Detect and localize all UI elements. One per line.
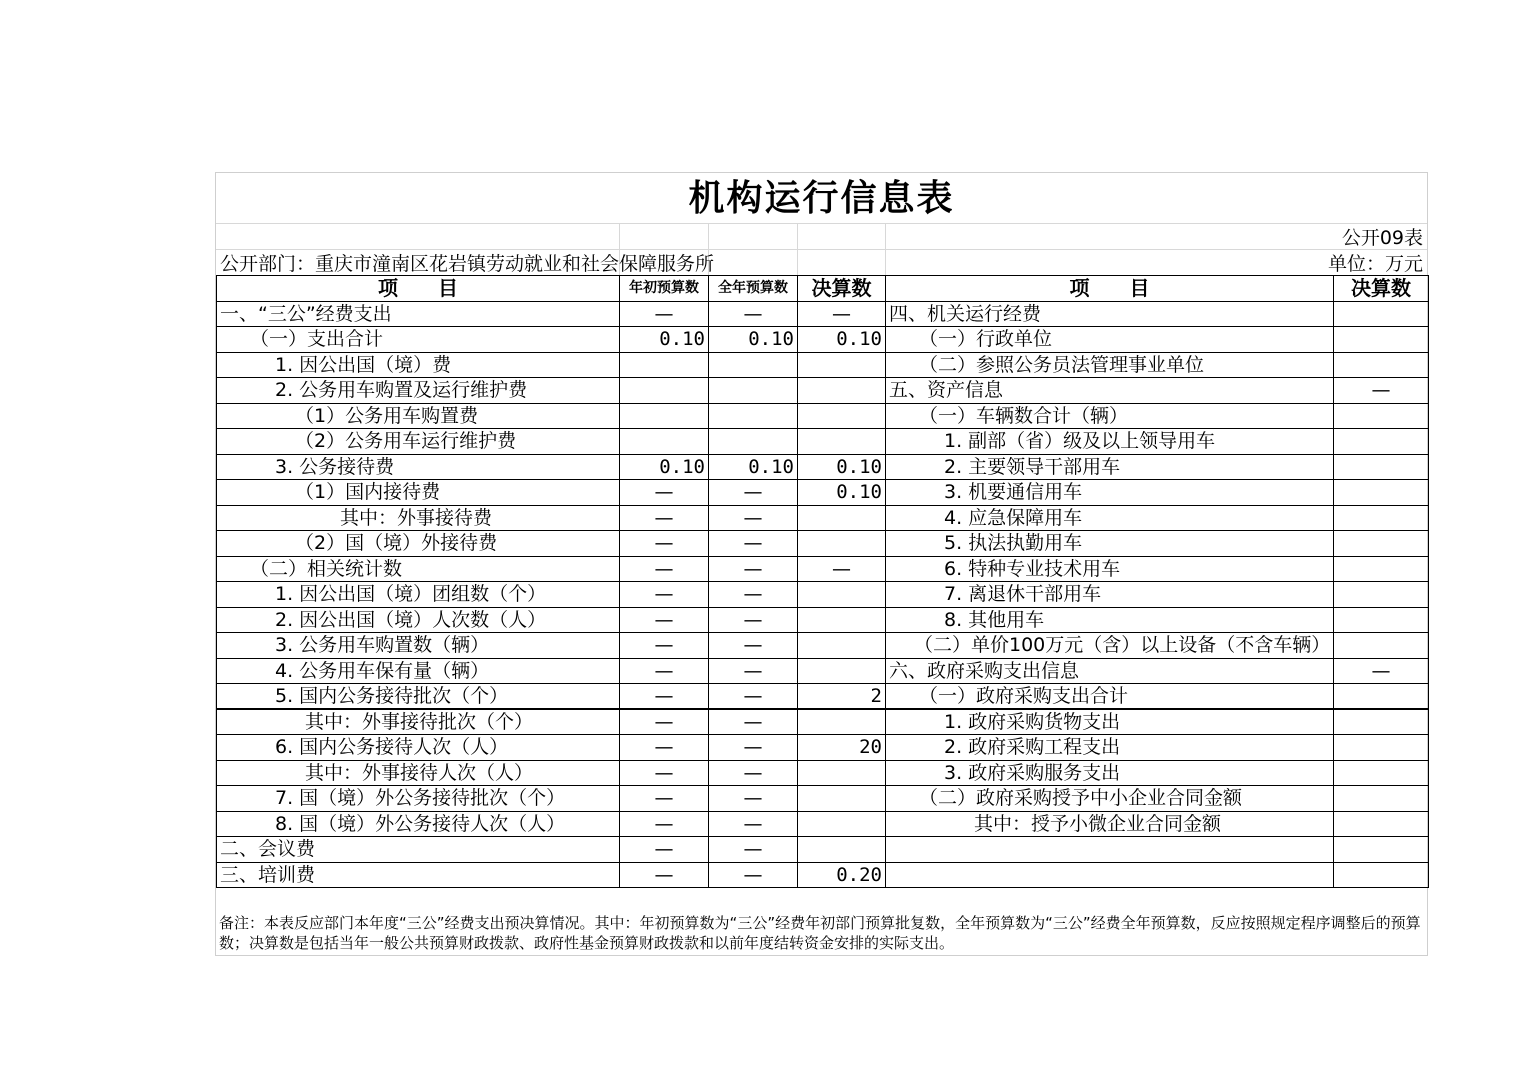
row-item-left: （2）国（境）外接待费 xyxy=(217,531,620,557)
row-item-left: 其中：外事接待人次（人） xyxy=(217,760,620,786)
table-row xyxy=(217,786,1429,812)
row-final-right xyxy=(1334,735,1429,761)
table-row xyxy=(217,505,1429,531)
row-item-left: 6. 国内公务接待人次（人） xyxy=(217,735,620,761)
row-item-right: 1. 政府采购货物支出 xyxy=(886,709,1334,735)
row-item-left: （1）国内接待费 xyxy=(217,480,620,506)
row-final: — xyxy=(798,556,886,582)
row-item-left: （二）相关统计数 xyxy=(217,556,620,582)
row-item-right: 4. 应急保障用车 xyxy=(886,505,1334,531)
row-final xyxy=(798,811,886,837)
row-item-left: 3. 公务用车购置数（辆） xyxy=(217,633,620,659)
row-full-budget: — xyxy=(709,760,798,786)
row-item-left: （1）公务用车购置费 xyxy=(217,403,620,429)
row-full-budget: — xyxy=(709,735,798,761)
row-full-budget: — xyxy=(709,607,798,633)
row-initial-budget: — xyxy=(620,786,709,812)
row-final xyxy=(798,658,886,684)
row-final-right xyxy=(1334,480,1429,506)
row-full-budget xyxy=(709,378,798,404)
row-item-right: （二）单价100万元（含）以上设备（不含车辆） xyxy=(886,633,1334,659)
row-full-budget: 0.10 xyxy=(709,454,798,480)
table-row xyxy=(217,403,1429,429)
table-row xyxy=(217,480,1429,506)
row-final-right xyxy=(1334,352,1429,378)
row-initial-budget: — xyxy=(620,709,709,735)
row-item-left: 一、“三公”经费支出 xyxy=(217,301,620,327)
row-initial-budget: 0.10 xyxy=(620,327,709,353)
row-final xyxy=(798,760,886,786)
row-full-budget: — xyxy=(709,582,798,608)
row-full-budget: — xyxy=(709,658,798,684)
row-initial-budget: — xyxy=(620,556,709,582)
table-row xyxy=(217,378,1429,404)
row-final-right xyxy=(1334,403,1429,429)
row-final-right xyxy=(1334,760,1429,786)
department-label: 公开部门：重庆市潼南区花岩镇劳动就业和社会保障服务所 xyxy=(220,253,715,275)
unit-label: 单位：万元 xyxy=(1327,253,1423,275)
row-item-right: 3. 机要通信用车 xyxy=(886,480,1334,506)
row-item-left: 其中：外事接待费 xyxy=(217,505,620,531)
row-final xyxy=(798,786,886,812)
row-final-right xyxy=(1334,633,1429,659)
row-item-left: 2. 公务用车购置及运行维护费 xyxy=(217,378,620,404)
row-final-right: — xyxy=(1334,378,1429,404)
row-final: 0.10 xyxy=(798,480,886,506)
row-item-left: 1. 因公出国（境）费 xyxy=(217,352,620,378)
row-final-right xyxy=(1334,327,1429,353)
row-final: 0.20 xyxy=(798,862,886,888)
row-final-right xyxy=(1334,786,1429,812)
row-item-right: 六、政府采购支出信息 xyxy=(886,658,1334,684)
row-full-budget: — xyxy=(709,786,798,812)
row-initial-budget xyxy=(620,378,709,404)
row-item-right: 四、机关运行经费 xyxy=(886,301,1334,327)
row-initial-budget: — xyxy=(620,735,709,761)
header-final: 决算数 xyxy=(798,276,886,302)
row-item-left: 三、培训费 xyxy=(217,862,620,888)
row-full-budget: — xyxy=(709,505,798,531)
row-final xyxy=(798,352,886,378)
row-full-budget: 0.10 xyxy=(709,327,798,353)
row-full-budget: — xyxy=(709,531,798,557)
table-row xyxy=(217,633,1429,659)
row-final xyxy=(798,582,886,608)
row-final-right xyxy=(1334,556,1429,582)
row-item-left: 3. 公务接待费 xyxy=(217,454,620,480)
row-item-left: （2）公务用车运行维护费 xyxy=(217,429,620,455)
table-row xyxy=(217,684,1429,710)
row-item-right: （一）政府采购支出合计 xyxy=(886,684,1334,710)
row-item-right: （一）车辆数合计（辆） xyxy=(886,403,1334,429)
row-final: 20 xyxy=(798,735,886,761)
divider xyxy=(216,223,1427,224)
row-full-budget: — xyxy=(709,301,798,327)
row-initial-budget: — xyxy=(620,505,709,531)
header-final-right: 决算数 xyxy=(1334,276,1429,302)
row-initial-budget: 0.10 xyxy=(620,454,709,480)
table-row xyxy=(217,531,1429,557)
table-row xyxy=(217,658,1429,684)
row-final xyxy=(798,505,886,531)
row-item-right: 五、资产信息 xyxy=(886,378,1334,404)
row-final-right xyxy=(1334,505,1429,531)
row-final-right: — xyxy=(1334,658,1429,684)
row-final-right xyxy=(1334,429,1429,455)
report-sheet xyxy=(215,172,1428,956)
row-item-right: 1. 副部（省）级及以上领导用车 xyxy=(886,429,1334,455)
row-initial-budget: — xyxy=(620,531,709,557)
row-final xyxy=(798,837,886,863)
table-row xyxy=(217,607,1429,633)
row-initial-budget xyxy=(620,403,709,429)
row-final: 0.10 xyxy=(798,454,886,480)
row-final-right xyxy=(1334,454,1429,480)
table-header-row xyxy=(217,276,1429,302)
row-full-budget xyxy=(709,403,798,429)
row-initial-budget: — xyxy=(620,811,709,837)
row-item-right: 6. 特种专业技术用车 xyxy=(886,556,1334,582)
row-final: — xyxy=(798,301,886,327)
row-final xyxy=(798,531,886,557)
table-row xyxy=(217,454,1429,480)
form-code: 公开09表 xyxy=(1341,227,1423,249)
row-item-right: （一）行政单位 xyxy=(886,327,1334,353)
row-item-right: 8. 其他用车 xyxy=(886,607,1334,633)
table-row xyxy=(217,556,1429,582)
header-full-budget: 全年预算数 xyxy=(709,276,798,302)
row-final-right xyxy=(1334,582,1429,608)
row-initial-budget: — xyxy=(620,607,709,633)
table-row xyxy=(217,429,1429,455)
row-item-left: （一）支出合计 xyxy=(217,327,620,353)
row-item-left: 7. 国（境）外公务接待批次（个） xyxy=(217,786,620,812)
row-item-right: 5. 执法执勤用车 xyxy=(886,531,1334,557)
row-full-budget: — xyxy=(709,480,798,506)
row-full-budget: — xyxy=(709,811,798,837)
row-initial-budget: — xyxy=(620,582,709,608)
header-item-right: 项 目 xyxy=(886,276,1334,302)
row-item-left: 8. 国（境）外公务接待人次（人） xyxy=(217,811,620,837)
row-full-budget: — xyxy=(709,684,798,710)
row-item-left: 其中：外事接待批次（个） xyxy=(217,709,620,735)
table-row xyxy=(217,735,1429,761)
table-row xyxy=(217,709,1429,735)
row-final xyxy=(798,607,886,633)
row-final-right xyxy=(1334,684,1429,710)
row-final-right xyxy=(1334,862,1429,888)
table-row xyxy=(217,760,1429,786)
table-row xyxy=(217,837,1429,863)
row-initial-budget: — xyxy=(620,837,709,863)
table-row xyxy=(217,327,1429,353)
row-full-budget: — xyxy=(709,709,798,735)
header-item: 项 目 xyxy=(217,276,620,302)
row-item-right: （二）政府采购授予中小企业合同金额 xyxy=(886,786,1334,812)
row-initial-budget: — xyxy=(620,684,709,710)
row-initial-budget: — xyxy=(620,633,709,659)
row-initial-budget: — xyxy=(620,862,709,888)
row-item-right: 其中：授予小微企业合同金额 xyxy=(886,811,1334,837)
divider xyxy=(797,223,798,275)
row-item-right xyxy=(886,837,1334,863)
table-row xyxy=(217,352,1429,378)
row-initial-budget: — xyxy=(620,480,709,506)
row-full-budget xyxy=(709,429,798,455)
row-item-left: 2. 因公出国（境）人次数（人） xyxy=(217,607,620,633)
budget-table xyxy=(216,275,1429,888)
row-item-left: 1. 因公出国（境）团组数（个） xyxy=(217,582,620,608)
table-row xyxy=(217,862,1429,888)
row-full-budget: — xyxy=(709,837,798,863)
row-final xyxy=(798,403,886,429)
row-initial-budget: — xyxy=(620,658,709,684)
row-item-right: 2. 主要领导干部用车 xyxy=(886,454,1334,480)
row-item-right xyxy=(886,862,1334,888)
row-item-right: （二）参照公务员法管理事业单位 xyxy=(886,352,1334,378)
header-initial-budget: 年初预算数 xyxy=(620,276,709,302)
table-row xyxy=(217,301,1429,327)
row-initial-budget: — xyxy=(620,301,709,327)
row-final-right xyxy=(1334,709,1429,735)
table-row xyxy=(217,582,1429,608)
row-final xyxy=(798,709,886,735)
row-final-right xyxy=(1334,837,1429,863)
row-final-right xyxy=(1334,301,1429,327)
row-item-left: 二、会议费 xyxy=(217,837,620,863)
row-item-right: 7. 离退休干部用车 xyxy=(886,582,1334,608)
table-row xyxy=(217,811,1429,837)
row-final xyxy=(798,378,886,404)
row-final xyxy=(798,429,886,455)
page-title: 机构运行信息表 xyxy=(688,178,955,219)
row-full-budget: — xyxy=(709,862,798,888)
row-final: 0.10 xyxy=(798,327,886,353)
row-initial-budget: — xyxy=(620,760,709,786)
row-full-budget: — xyxy=(709,633,798,659)
divider xyxy=(885,223,886,275)
row-final-right xyxy=(1334,811,1429,837)
row-final-right xyxy=(1334,531,1429,557)
row-item-right: 3. 政府采购服务支出 xyxy=(886,760,1334,786)
row-final-right xyxy=(1334,607,1429,633)
row-item-left: 4. 公务用车保有量（辆） xyxy=(217,658,620,684)
row-initial-budget xyxy=(620,429,709,455)
row-initial-budget xyxy=(620,352,709,378)
row-full-budget: — xyxy=(709,556,798,582)
footnote: 备注：本表反应部门本年度“三公”经费支出预决算情况。其中：年初预算数为“三公”经费年初部门预算批复数，全年预算数为“三公”经费全年预算数，反应按照规定程序调整后的预算数；决算数是包括当年一般公共预算财政拨款、政府性基金预算财政拨款和以前年度结转资金安排的实际支出。 xyxy=(219,914,1421,952)
row-final: 2 xyxy=(798,684,886,710)
row-full-budget xyxy=(709,352,798,378)
row-item-left: 5. 国内公务接待批次（个） xyxy=(217,684,620,710)
divider xyxy=(216,249,1427,250)
row-final xyxy=(798,633,886,659)
row-item-right: 2. 政府采购工程支出 xyxy=(886,735,1334,761)
